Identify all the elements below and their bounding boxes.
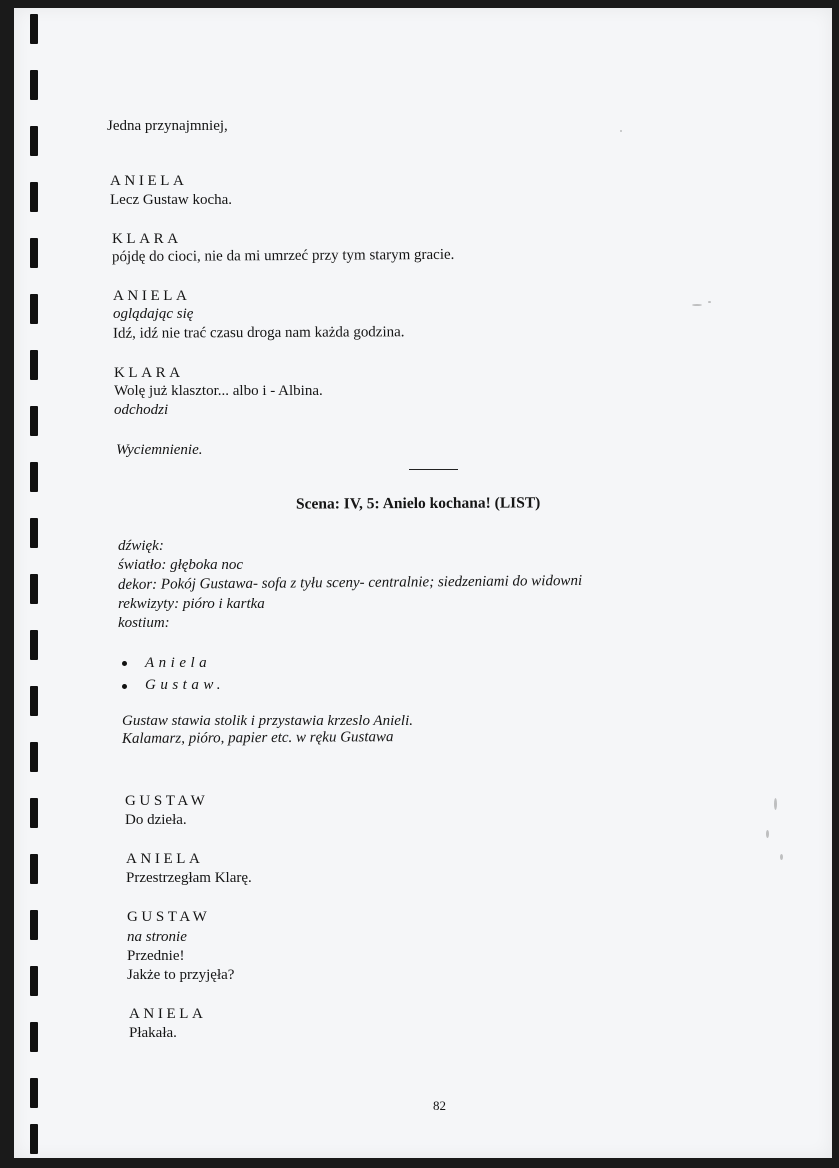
speaker-name: ANIELA — [129, 1006, 207, 1022]
dialogue-line: Płakała. — [129, 1025, 177, 1041]
stage-direction: odchodzi — [114, 402, 169, 418]
binding-hole — [30, 238, 38, 268]
stage-direction: Kalamarz, pióro, papier etc. w ręku Gustawa — [121, 729, 394, 747]
scene-costume: kostium: — [118, 615, 170, 631]
speaker-name: KLARA — [114, 365, 184, 381]
scan-speck — [708, 301, 711, 303]
scan-speck — [774, 798, 777, 810]
stage-direction: Gustaw stawia stolik i przystawia krzeslo Anieli. — [122, 713, 413, 729]
binding-hole — [30, 294, 38, 324]
text-line: Jedna przynajmniej, — [107, 118, 228, 134]
dialogue-line: Wolę już klasztor... albo i - Albina. — [114, 383, 323, 399]
bullet-icon — [122, 684, 127, 689]
binding-hole — [30, 742, 38, 772]
bullet-icon — [122, 661, 127, 666]
document-page — [14, 8, 832, 1158]
dialogue-line: Przestrzegłam Klarę. — [126, 870, 252, 886]
binding-hole — [30, 350, 38, 380]
dialogue-line: Jakże to przyjęła? — [127, 967, 235, 983]
cast-item: Aniela — [145, 655, 212, 671]
scene-title: Scena: IV, 5: Anielo kochana! (LIST) — [295, 494, 541, 513]
binding-hole — [30, 686, 38, 716]
scene-sound: dźwięk: — [118, 538, 164, 554]
binding-hole — [30, 1078, 38, 1108]
scene-set: dekor: Pokój Gustawa- sofa z tyłu sceny- centralnie; siedzeniami do widowni — [117, 572, 583, 593]
scene-light: światło: głęboka noc — [118, 557, 243, 573]
binding-hole — [30, 182, 38, 212]
speaker-name: GUSTAW — [127, 909, 211, 925]
binding-hole — [30, 126, 38, 156]
binding-hole — [30, 518, 38, 548]
speaker-name: ANIELA — [113, 288, 191, 304]
stage-direction: oglądając się — [113, 306, 194, 322]
scan-speck — [620, 130, 622, 132]
binding-hole — [30, 70, 38, 100]
speaker-name: ANIELA — [110, 173, 188, 189]
dialogue-line: Do dzieła. — [125, 812, 187, 828]
binding-hole — [30, 462, 38, 492]
dialogue-line: Idź, idź nie trać czasu droga nam każda godzina. — [112, 324, 405, 342]
speaker-name: GUSTAW — [125, 793, 209, 809]
speaker-name: KLARA — [112, 231, 182, 247]
spiral-binding — [14, 8, 74, 1158]
binding-hole — [30, 14, 38, 44]
cast-item: Gustaw. — [145, 677, 225, 693]
page-number: 82 — [433, 1098, 446, 1113]
dialogue-line: Lecz Gustaw kocha. — [110, 192, 233, 208]
binding-hole — [30, 630, 38, 660]
scene-props: rekwizyty: pióro i kartka — [118, 596, 265, 612]
binding-hole — [30, 1124, 38, 1154]
binding-hole — [30, 574, 38, 604]
binding-hole — [30, 854, 38, 884]
stage-direction: na stronie — [127, 929, 187, 945]
speaker-name: ANIELA — [126, 851, 204, 867]
binding-hole — [30, 1022, 38, 1052]
stage-direction: Wyciemnienie. — [116, 442, 203, 458]
binding-hole — [30, 798, 38, 828]
scan-speck — [692, 304, 702, 306]
dialogue-line: Przednie! — [127, 948, 185, 964]
dialogue-line: pójdę do cioci, nie da mi umrzeć przy tym starym gracie. — [111, 246, 455, 266]
binding-hole — [30, 910, 38, 940]
section-divider — [409, 469, 458, 470]
scan-speck — [780, 854, 783, 860]
binding-hole — [30, 966, 38, 996]
binding-hole — [30, 406, 38, 436]
scan-speck — [766, 830, 769, 838]
